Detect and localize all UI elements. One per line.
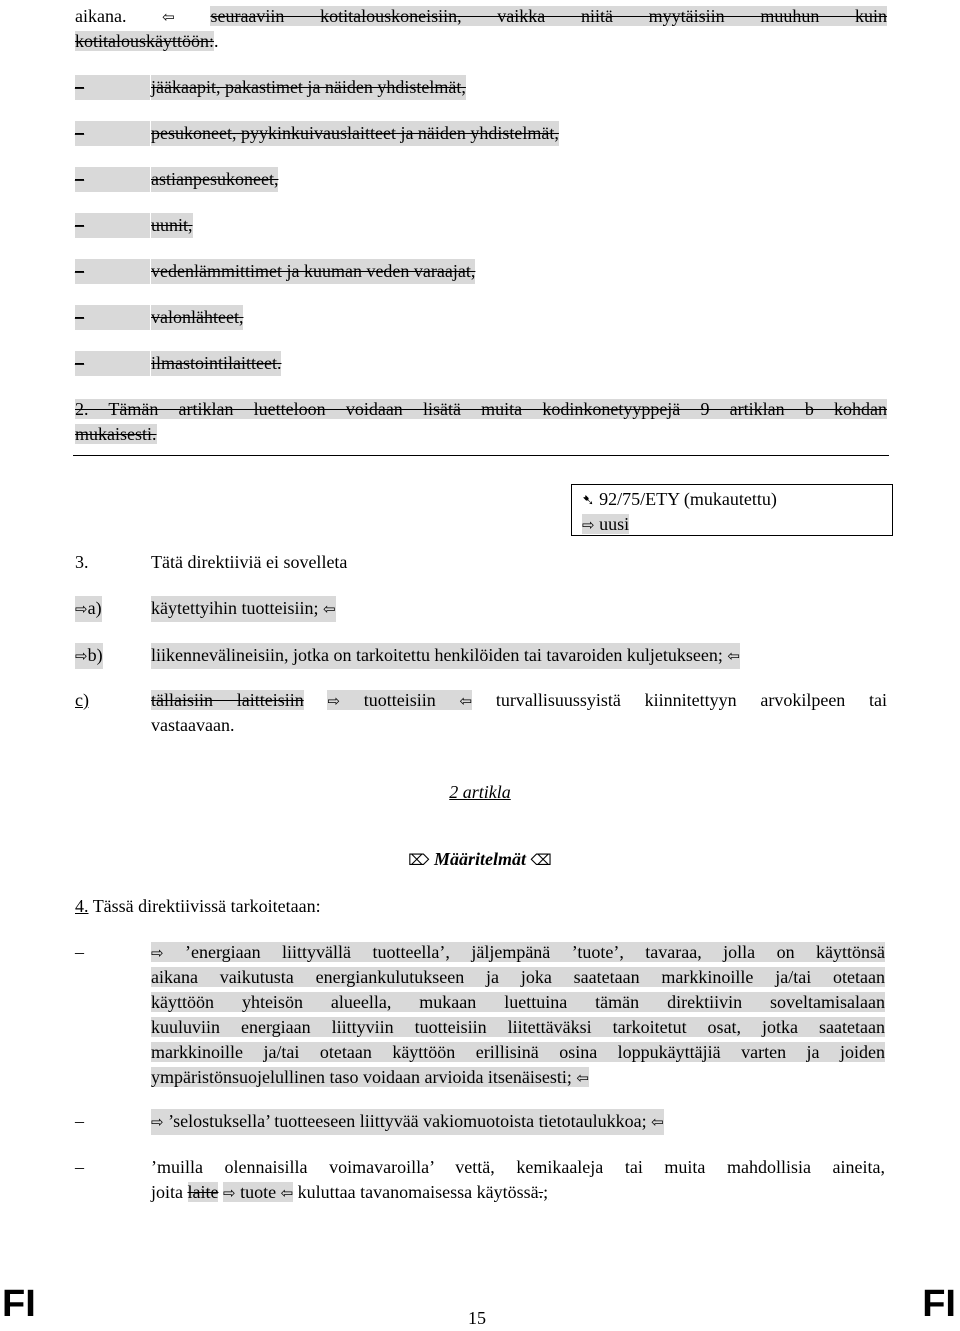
- source-line-2: [582, 512, 882, 537]
- list-dash: –: [75, 167, 150, 192]
- list-item-text: valonlähteet,: [151, 305, 243, 330]
- list-item: [75, 75, 887, 101]
- definition-item: [75, 940, 887, 1090]
- definition-line: ’energiaan liittyvällä tuotteella’, jäljempänä ’tuote’, tavaraa, jolla on käyttönsä: [185, 942, 885, 962]
- arrow-right-icon: ⇨: [151, 944, 164, 962]
- definition-line: markkinoille ja/tai otetaan käyttöön erillisinä osina loppukäyttäjiä varten ja joiden: [151, 1042, 885, 1062]
- exclusion-c-inserted: tuotteisiin: [363, 690, 436, 710]
- definition-deleted-punct: .: [538, 1182, 544, 1202]
- intro-line-1: [75, 4, 887, 30]
- arrow-left-icon: ⇦: [459, 692, 473, 710]
- intro-word: aikana.: [75, 6, 127, 26]
- definition-dash: –: [75, 1157, 84, 1177]
- exclusion-c-text: turvallisuussyistä kiinnitettyyn arvokilpeen tai: [495, 690, 888, 710]
- intro-deleted-text: seuraaviin kotitalouskoneisiin, vaikka niitä myytäisiin muuhun kuin: [210, 6, 888, 26]
- list-item-text: astianpesukoneet,: [151, 167, 278, 192]
- list-item: [75, 259, 887, 285]
- paragraph-4: [75, 894, 321, 919]
- definition-item: [75, 1109, 887, 1135]
- definition-text: joita: [151, 1182, 183, 1202]
- article-number: 2 artikla: [449, 782, 511, 802]
- list-item: [75, 213, 887, 239]
- list-item: [75, 305, 887, 331]
- exclusion-text-a: käytettyihin tuotteisiin;: [151, 598, 319, 618]
- list-dash: –: [75, 351, 150, 376]
- exclusion-label-b: b): [87, 645, 103, 665]
- arrow-left-icon: ⇦: [162, 8, 175, 26]
- intro-deleted-line-2: kotitalouskäyttöön:: [75, 31, 214, 51]
- exclusion-text-b: liikennevälineisiin, jotka on tarkoitettu henkilöiden tai tavaroiden kuljetukseen;: [151, 645, 723, 665]
- arrow-right-icon: ⇨: [151, 1113, 164, 1131]
- definition-dash: –: [75, 1111, 84, 1131]
- list-dash: –: [75, 121, 150, 146]
- definition-inserted-punct: ;: [543, 1182, 549, 1202]
- insert-end-icon: ⌫: [530, 851, 552, 869]
- paragraph-2-line-2: [75, 422, 157, 447]
- list-item-text: ilmastointilaitteet.: [151, 351, 281, 376]
- intro-line-2: [75, 29, 219, 54]
- section-divider: [73, 455, 889, 456]
- definition-line: käyttöön yhteisön alueella, mukaan luettuina tämän direktiivin soveltamisalaan: [151, 992, 885, 1012]
- exclusion-label-c: c): [75, 690, 89, 710]
- list-item: [75, 167, 887, 193]
- arrow-left-icon: ⇦: [576, 1069, 589, 1087]
- footer-language-left: FI: [2, 1283, 36, 1325]
- arrow-left-icon: ⇦: [651, 1113, 664, 1131]
- list-item-text: pesukoneet, pyykinkuivauslaitteet ja näiden yhdistelmät,: [151, 121, 559, 146]
- arrow-left-icon: ⇦: [322, 600, 336, 618]
- arrow-left-icon: ⇦: [280, 1184, 294, 1202]
- exclusion-c-deleted: tällaisiin laitteisiin: [151, 690, 304, 710]
- list-dash: –: [75, 259, 150, 284]
- insert-start-icon: ⌦: [408, 851, 430, 869]
- definition-line: ’muilla olennaisilla voimavaroilla’ vettä, kemikaaleja tai muita mahdollisia aineita,: [151, 1157, 885, 1177]
- intro-line-2-end: .: [214, 31, 219, 51]
- exclusion-item-a: [75, 596, 887, 622]
- exclusion-label-a: a): [87, 598, 102, 618]
- arrow-left-icon: ⇦: [727, 647, 740, 665]
- list-item: [75, 121, 887, 147]
- arrow-right-icon: ⇨: [75, 600, 88, 618]
- list-item-text: jääkaapit, pakastimet ja näiden yhdistelmät,: [151, 75, 466, 100]
- article-title-text: Määritelmät: [433, 849, 526, 869]
- page-number: 15: [468, 1308, 486, 1328]
- definition-text: ’selostuksella’ tuotteeseen liittyvää vakiomuotoista tietotaulukkoa;: [168, 1111, 647, 1131]
- source-line-1: [582, 487, 882, 512]
- arrow-right-icon: ⇨: [222, 1184, 236, 1202]
- exclusion-item-c: [75, 688, 887, 740]
- definition-line: ympäristönsuojelullinen taso voidaan arvioida itsenäisesti;: [151, 1067, 572, 1087]
- list-dash: –: [75, 305, 150, 330]
- source-reference: 92/75/ETY (mukautettu): [599, 489, 777, 509]
- arrow-right-icon: ⇨: [582, 516, 595, 534]
- paragraph-2-text: 2. Tämän artiklan luetteloon voidaan lisätä muita kodinkonetyyppejä 9 artiklan b kohdan: [75, 399, 887, 419]
- arrow-right-icon: ⇨: [75, 647, 88, 665]
- arrow-down-icon: ➷: [582, 491, 595, 509]
- definition-text: kuluttaa tavanomaisessa käytössä: [297, 1182, 539, 1202]
- list-item-text: vedenlämmittimet ja kuuman veden varaajat,: [151, 259, 475, 284]
- list-item-text: uunit,: [151, 213, 193, 238]
- arrow-right-icon: ⇨: [327, 692, 341, 710]
- paragraph-2-text-end: mukaisesti.: [75, 424, 157, 444]
- definition-dash: –: [75, 942, 84, 962]
- list-item: [75, 351, 887, 377]
- exclusion-c-line-1: [151, 688, 887, 714]
- paragraph-4-label: 4.: [75, 896, 89, 916]
- paragraph-3-label: 3.: [75, 552, 89, 572]
- source-new-label: uusi: [599, 514, 630, 534]
- definition-line: kuuluviin energiaan liittyviin tuotteisiin liitettäväksi tarkoitetut osat, jotka saatetaan: [151, 1017, 885, 1037]
- definition-inserted-word: tuote: [240, 1182, 277, 1202]
- definition-line: aikana vaikutusta energiankulutukseen ja joka saatetaan markkinoille ja/tai otetaan: [151, 967, 885, 987]
- exclusion-item-b: [75, 643, 887, 669]
- paragraph-2-line-1: [75, 397, 887, 422]
- definition-deleted-word: laite: [187, 1182, 219, 1202]
- footer-language-right: FI: [922, 1283, 956, 1325]
- source-reference-box: [571, 484, 893, 536]
- exclusion-c-line-2: vastaavaan.: [151, 715, 235, 735]
- definition-item: [75, 1155, 887, 1207]
- paragraph-3-text: Tätä direktiiviä ei sovelleta: [151, 552, 348, 572]
- list-dash: –: [75, 213, 150, 238]
- article-heading: [0, 780, 960, 805]
- article-title: [0, 847, 960, 873]
- paragraph-4-text: Tässä direktiivissä tarkoitetaan:: [92, 896, 321, 916]
- list-dash: –: [75, 75, 150, 100]
